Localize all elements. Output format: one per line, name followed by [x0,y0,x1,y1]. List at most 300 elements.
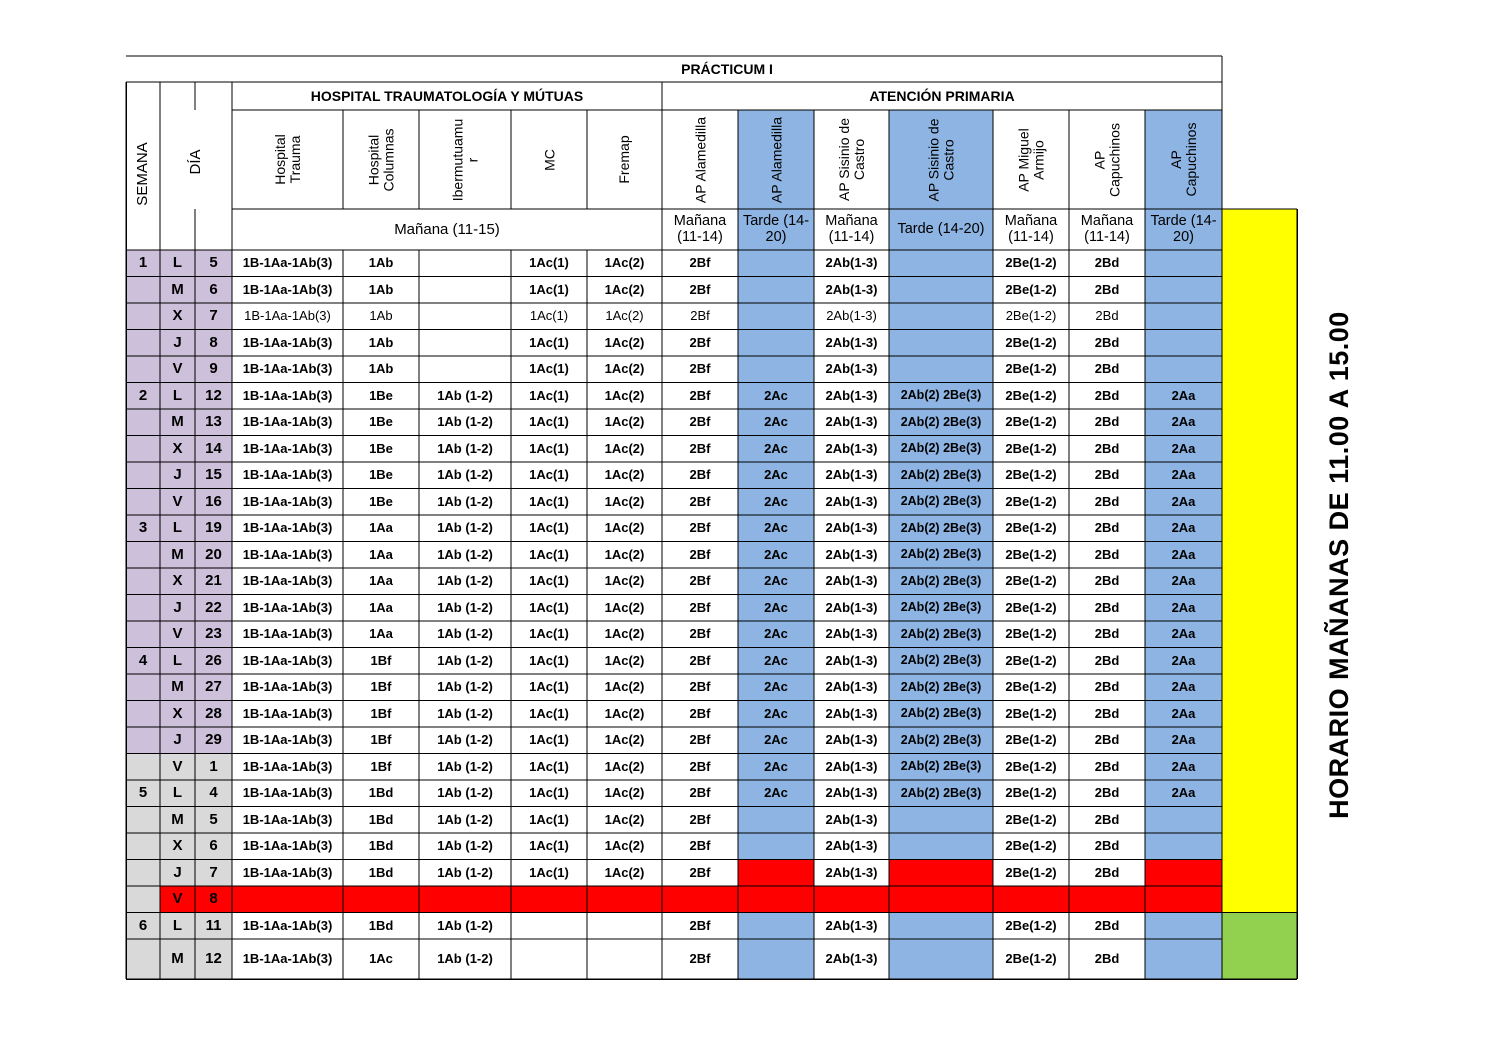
schedule-cell: 2Be(1-2) [1005,520,1057,536]
schedule-cell [1145,913,1222,940]
day-letter: M [160,542,195,569]
schedule-cell: 2Aa [1145,568,1222,595]
schedule-cell: 1Ac(1) [529,811,569,827]
dia-header: DÍA [187,149,205,175]
schedule-cell [889,913,993,940]
shift-header: Tarde (14-20) [742,213,810,245]
schedule-cell: 1Ab (1-2) [437,467,493,483]
schedule-cell: 1B-1Aa-1Ab(3) [242,626,333,642]
schedule-cell: 1Ac(2) [604,679,645,695]
schedule-cell: 1Aa [369,573,393,589]
schedule-cell: 2Ac [738,780,814,807]
schedule-cell [814,886,889,913]
column-header-name: Fremap [616,135,633,184]
schedule-cell: 2Ab(1-3) [825,705,878,721]
schedule-cell: 2Be(1-2) [1005,838,1057,854]
schedule-cell: 1Ac(2) [604,705,645,721]
schedule-cell: 1Ac(1) [529,281,569,297]
schedule-cell: 1Ab [368,255,394,271]
schedule-cell: 1Ab (1-2) [437,705,493,721]
week-number [126,833,160,860]
schedule-cell: 2Bd [1094,546,1120,562]
schedule-cell: 2Bf [689,917,711,933]
schedule-cell: 1Ac(2) [604,732,645,748]
schedule-cell: 2Bf [689,652,711,668]
schedule-cell: 1Ac [369,951,393,967]
day-number: 20 [195,542,232,569]
schedule-cell: 2Bd [1094,917,1120,933]
schedule-cell: 2Be(1-2) [1005,732,1057,748]
schedule-cell: 2Ac [738,754,814,781]
schedule-cell [738,807,814,834]
schedule-cell: 1Ac(1) [529,732,569,748]
schedule-cell [889,807,993,834]
schedule-cell [738,250,814,277]
schedule-cell [1145,886,1222,913]
schedule-cell: 2Ab(2) 2Be(3) [889,780,993,807]
day-number: 14 [195,436,232,463]
schedule-cell: 2Bf [689,255,711,271]
schedule-cell [511,886,587,913]
schedule-cell [889,250,993,277]
schedule-cell: 2Bd [1094,281,1120,297]
schedule-cell: 2Aa [1145,436,1222,463]
schedule-cell: 2Ab(1-3) [825,864,878,880]
day-letter: V [160,754,195,781]
sheet-title: PRÁCTICUM I [681,60,773,77]
schedule-cell: 2Bd [1094,387,1120,403]
schedule-cell: 2Ac [738,383,814,410]
column-header-name: AP Alamedilla [767,116,784,203]
shift-header: Tarde (14-20) [897,220,985,237]
day-number: 27 [195,674,232,701]
schedule-cell: 2Ab(2) 2Be(3) [889,727,993,754]
schedule-cell: 1Ac(1) [529,864,569,880]
week-number [126,621,160,648]
schedule-cell [419,250,511,277]
schedule-cell: 1Aa [369,599,393,615]
day-letter: J [160,462,195,489]
schedule-cell: 1B-1Aa-1Ab(3) [242,440,333,456]
schedule-cell: 2Bf [689,334,711,350]
schedule-cell: 1Bf [370,732,392,748]
schedule-cell [662,886,738,913]
schedule-cell: 2Bf [689,758,711,774]
schedule-cell: 2Ab(2) 2Be(3) [889,674,993,701]
schedule-cell: 2Bf [689,811,711,827]
week-number: 3 [126,515,160,542]
schedule-cell: 2Bf [689,573,711,589]
schedule-cell [1145,860,1222,887]
schedule-cell: 2Ab(1-3) [825,652,878,668]
column-header-name: AP Sisinio de Castro [925,118,956,202]
schedule-cell [232,886,343,913]
schedule-cell: 1Ab (1-2) [437,599,493,615]
schedule-cell [587,913,662,940]
schedule-cell: 2Be(1-2) [1005,334,1057,350]
schedule-cell: 1Ac(1) [529,599,569,615]
day-letter: M [160,277,195,304]
schedule-cell: 2Aa [1145,489,1222,516]
schedule-cell: 1B-1Aa-1Ab(3) [244,308,331,324]
column-header-name: MC [540,148,557,171]
schedule-cell: 1Ab [368,361,394,377]
schedule-cell: 1Ac(2) [604,838,645,854]
schedule-cell [889,939,993,979]
day-number: 4 [195,780,232,807]
schedule-cell: 1Bf [370,679,392,695]
day-letter: X [160,568,195,595]
schedule-cell: 2Aa [1145,621,1222,648]
day-number: 26 [195,648,232,675]
schedule-cell: 1Be [369,387,393,403]
schedule-cell: 1Ac(1) [529,758,569,774]
schedule-cell: 2Ab(1-3) [825,361,878,377]
schedule-cell: 2Be(1-2) [1005,546,1057,562]
schedule-cell: 1Ac(2) [604,493,645,509]
schedule-cell [1145,833,1222,860]
semana-header: SEMANA [134,142,152,206]
day-number: 12 [195,939,232,979]
side-note-panel-green [1222,913,1297,980]
day-letter: L [160,383,195,410]
schedule-cell [419,886,511,913]
schedule-cell: 1Ac(2) [604,361,645,377]
schedule-cell: 1Ab (1-2) [437,785,493,801]
schedule-cell: 2Ab(1-3) [825,838,878,854]
schedule-cell: 2Aa [1145,383,1222,410]
week-number [126,595,160,622]
schedule-cell [889,833,993,860]
schedule-cell: 1Ab (1-2) [437,546,493,562]
side-note-panel-yellow [1222,209,1297,913]
schedule-cell: 2Bf [689,705,711,721]
schedule-cell: 1Ab (1-2) [437,573,493,589]
schedule-cell: 1Aa [369,626,393,642]
schedule-cell: 1Ab [368,334,394,350]
schedule-cell: 2Be(1-2) [1005,361,1057,377]
schedule-cell [738,330,814,357]
schedule-cell: 2Ab(2) 2Be(3) [889,621,993,648]
schedule-cell [1145,939,1222,979]
schedule-cell [1145,277,1222,304]
schedule-cell: 1B-1Aa-1Ab(3) [242,917,333,933]
day-number: 8 [195,886,232,913]
schedule-cell: 1Ab (1-2) [437,652,493,668]
schedule-cell: 1B-1Aa-1Ab(3) [242,705,333,721]
week-number [126,356,160,383]
schedule-cell: 2Bf [689,414,711,430]
schedule-cell: 1Ac(2) [604,467,645,483]
schedule-cell: 2Bd [1094,467,1120,483]
schedule-cell: 2Be(1-2) [1005,414,1057,430]
schedule-cell: 1Ac(1) [529,255,569,271]
schedule-cell: 2Ab(1-3) [825,951,878,967]
schedule-cell: 1B-1Aa-1Ab(3) [242,573,333,589]
schedule-cell: 1B-1Aa-1Ab(3) [242,951,333,967]
schedule-cell [993,886,1069,913]
schedule-cell: 1Ac(2) [604,599,645,615]
schedule-cell: 2Bf [689,838,711,854]
schedule-cell: 2Ab(1-3) [825,758,878,774]
shift-header: Mañana (11-14) [825,213,878,245]
schedule-cell: 1Be [369,493,393,509]
schedule-cell: 2Bd [1094,785,1120,801]
schedule-cell: 1Ac(2) [604,334,645,350]
day-letter: V [160,621,195,648]
day-number: 5 [195,250,232,277]
schedule-cell: 1B-1Aa-1Ab(3) [242,520,333,536]
schedule-cell: 1Be [369,414,393,430]
schedule-cell: 2Aa [1145,462,1222,489]
week-number [126,754,160,781]
schedule-cell: 2Ab(2) 2Be(3) [889,436,993,463]
schedule-cell: 2Ab(1-3) [825,281,878,297]
schedule-cell: 2Be(1-2) [1005,705,1057,721]
schedule-cell: 2Aa [1145,515,1222,542]
schedule-cell: 2Bd [1094,626,1120,642]
shift-header: Tarde (14-20) [1150,213,1217,245]
day-number: 9 [195,356,232,383]
day-number: 1 [195,754,232,781]
week-number [126,277,160,304]
schedule-cell: 2Ab(2) 2Be(3) [889,409,993,436]
schedule-cell: 2Be(1-2) [1005,308,1057,324]
schedule-cell: 2Ac [738,436,814,463]
schedule-cell [889,277,993,304]
schedule-cell: 2Ac [738,489,814,516]
column-header-name: AP Capuchinos [1167,122,1199,197]
group-header-hospital: HOSPITAL TRAUMATOLOGÍA Y MÚTUAS [310,87,584,104]
schedule-cell: 2Bf [689,361,711,377]
schedule-cell [511,913,587,940]
schedule-cell: 1Ac(1) [529,705,569,721]
schedule-cell: 1Ac(1) [529,679,569,695]
schedule-cell: 2Ac [738,462,814,489]
schedule-cell [587,939,662,979]
day-letter: X [160,833,195,860]
day-number: 16 [195,489,232,516]
day-number: 8 [195,330,232,357]
schedule-cell: 1B-1Aa-1Ab(3) [242,361,333,377]
schedule-cell: 2Ab(2) 2Be(3) [889,648,993,675]
schedule-cell: 2Bd [1094,679,1120,695]
week-number [126,886,160,913]
schedule-cell: 1Ab (1-2) [437,917,493,933]
schedule-cell: 2Bd [1094,652,1120,668]
schedule-cell: 2Bd [1094,414,1120,430]
schedule-cell: 2Bd [1094,838,1120,854]
schedule-cell: 1Ac(1) [529,785,569,801]
schedule-cell: 1Ac(1) [529,467,569,483]
day-number: 15 [195,462,232,489]
schedule-cell: 1Ab (1-2) [437,732,493,748]
schedule-cell: 1Bd [368,838,394,854]
schedule-cell: 1B-1Aa-1Ab(3) [242,732,333,748]
schedule-cell: 2Ab(1-3) [825,917,878,933]
day-letter: M [160,409,195,436]
side-note-horario: HORARIO MAÑANAS DE 11.00 A 15.00 [1323,311,1354,819]
schedule-cell [889,303,993,330]
schedule-cell [1145,356,1222,383]
week-number [126,727,160,754]
day-letter: M [160,807,195,834]
schedule-cell: 2Bf [689,387,711,403]
day-number: 5 [195,807,232,834]
day-letter: V [160,356,195,383]
schedule-cell: 2Aa [1145,701,1222,728]
schedule-cell: 2Bf [689,520,711,536]
day-number: 28 [195,701,232,728]
schedule-cell: 2Be(1-2) [1005,626,1057,642]
schedule-cell: 2Be(1-2) [1005,758,1057,774]
schedule-cell: 2Be(1-2) [1005,652,1057,668]
schedule-cell: 2Ac [738,674,814,701]
day-number: 13 [195,409,232,436]
schedule-cell: 2Bd [1094,493,1120,509]
schedule-cell: 2Bf [689,732,711,748]
schedule-cell: 2Ac [738,595,814,622]
schedule-cell: 1B-1Aa-1Ab(3) [242,599,333,615]
schedule-cell: 2Ac [738,621,814,648]
schedule-cell: 1Ac(1) [529,652,569,668]
schedule-cell: 1B-1Aa-1Ab(3) [242,811,333,827]
schedule-cell: 2Bf [690,308,710,324]
day-number: 23 [195,621,232,648]
schedule-cell: 1Ac(1) [529,440,569,456]
day-number: 6 [195,277,232,304]
schedule-cell: 1Ab (1-2) [437,758,493,774]
schedule-cell [738,833,814,860]
schedule-cell: 1Bf [370,758,392,774]
day-letter: X [160,303,195,330]
schedule-cell: 1Ac(2) [604,255,645,271]
schedule-cell: 1Ac(1) [529,546,569,562]
week-number [126,568,160,595]
shift-header-hospital: Mañana (11-15) [394,220,500,238]
day-number: 7 [195,860,232,887]
day-number: 22 [195,595,232,622]
schedule-cell: 2Bd [1094,520,1120,536]
schedule-cell [889,860,993,887]
schedule-cell [738,277,814,304]
day-number: 21 [195,568,232,595]
schedule-cell: 1Ac(2) [604,785,645,801]
schedule-cell: 1Aa [369,520,393,536]
schedule-cell: 1Ac(2) [604,811,645,827]
schedule-cell [1069,886,1145,913]
schedule-cell: 1Ab [368,281,394,297]
schedule-cell: 1Ab (1-2) [437,838,493,854]
schedule-cell: 2Bd [1094,811,1120,827]
schedule-cell [738,860,814,887]
schedule-cell: 2Ab(1-3) [825,255,878,271]
week-number [126,939,160,979]
schedule-cell: 2Bf [689,864,711,880]
schedule-cell: 1Bf [370,705,392,721]
schedule-cell [738,939,814,979]
week-number [126,462,160,489]
day-number: 7 [195,303,232,330]
day-letter: L [160,515,195,542]
schedule-cell: 1Ab (1-2) [437,387,493,403]
schedule-cell: 2Ac [738,648,814,675]
schedule-cell: 2Bd [1094,599,1120,615]
schedule-cell: 2Bd [1094,705,1120,721]
schedule-cell [738,913,814,940]
schedule-cell: 1Aa [369,546,393,562]
schedule-cell: 1Ac(2) [604,546,645,562]
day-letter: J [160,860,195,887]
schedule-cell: 1Ab (1-2) [437,679,493,695]
schedule-cell: 2Aa [1145,595,1222,622]
schedule-cell [738,886,814,913]
schedule-cell: 1Bd [368,917,394,933]
schedule-cell: 2Bd [1094,440,1120,456]
schedule-cell: 2Ab(2) 2Be(3) [889,568,993,595]
schedule-cell: 1Ab (1-2) [437,864,493,880]
schedule-cell [587,886,662,913]
week-number: 4 [126,648,160,675]
schedule-cell [343,886,419,913]
schedule-cell: 2Ab(1-3) [825,414,878,430]
schedule-cell: 1Ac(2) [604,652,645,668]
column-header-name: AP Alamedilla [691,116,708,203]
schedule-cell: 2Bf [689,679,711,695]
schedule-cell: 2Ab(1-3) [825,626,878,642]
schedule-cell: 2Ab(1-3) [825,732,878,748]
column-header-name: Hospital Columnas [365,127,396,192]
day-letter: V [160,886,195,913]
schedule-cell: 2Ab(1-3) [825,467,878,483]
column-header-name: Hospital Trauma [271,134,303,185]
schedule-cell: 1B-1Aa-1Ab(3) [242,255,333,271]
week-number: 6 [126,913,160,940]
week-number [126,542,160,569]
schedule-cell: 1Ab (1-2) [437,626,493,642]
shift-header: Mañana (11-14) [1080,213,1134,245]
day-letter: V [160,489,195,516]
column-header-name: Ibermutuamu r [449,118,480,201]
schedule-cell: 2Ab(1-3) [825,785,878,801]
schedule-cell: 2Be(1-2) [1005,917,1057,933]
schedule-cell: 2Be(1-2) [1005,864,1057,880]
schedule-cell: 2Be(1-2) [1005,599,1057,615]
schedule-cell: 2Ab(2) 2Be(3) [889,489,993,516]
schedule-cell: 1Ac(1) [529,838,569,854]
schedule-cell: 1Ac(2) [604,414,645,430]
day-number: 29 [195,727,232,754]
schedule-cell: 2Aa [1145,674,1222,701]
schedule-cell: 2Ac [738,727,814,754]
schedule-cell: 2Ab(1-3) [825,520,878,536]
schedule-cell: 2Bd [1094,758,1120,774]
week-number [126,330,160,357]
schedule-cell: 1Ac(1) [529,493,569,509]
schedule-cell: 2Ab(2) 2Be(3) [889,515,993,542]
schedule-cell: 1B-1Aa-1Ab(3) [242,785,333,801]
schedule-cell [419,330,511,357]
column-header-name: AP Capuchinos [1091,122,1122,197]
schedule-cell: 1B-1Aa-1Ab(3) [242,281,333,297]
schedule-cell: 2Ac [738,542,814,569]
schedule-cell: 1Bd [368,811,394,827]
day-letter: M [160,939,195,979]
day-letter: L [160,250,195,277]
schedule-cell: 2Aa [1145,648,1222,675]
schedule-cell: 1Ac(2) [604,626,645,642]
week-number [126,860,160,887]
